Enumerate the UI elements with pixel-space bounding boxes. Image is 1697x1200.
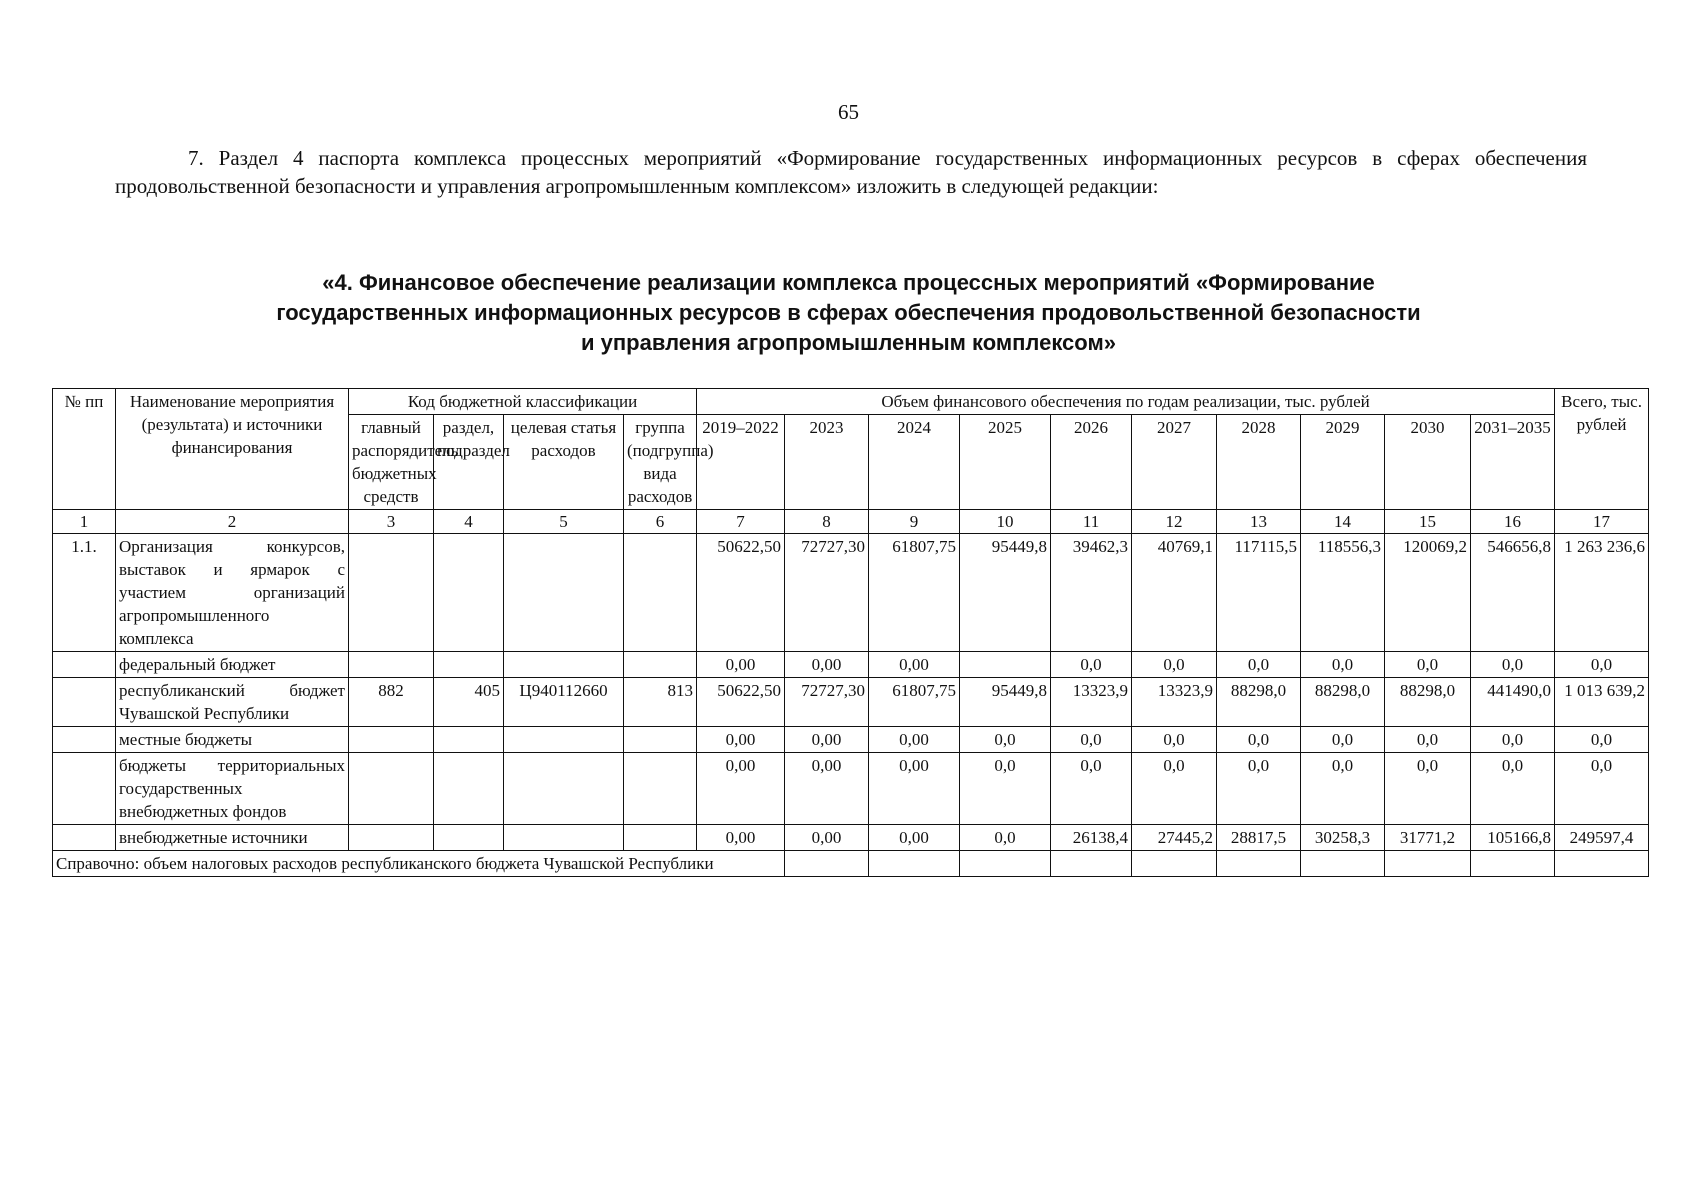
column-number-row xyxy=(53,510,1649,534)
value-cell: 0,0 xyxy=(1051,753,1132,825)
value-cell: 28817,5 xyxy=(1217,825,1301,851)
page-number: 65 xyxy=(838,100,859,124)
value-cell: 0,0 xyxy=(960,825,1051,851)
section-cell xyxy=(434,825,504,851)
header-year: 2028 xyxy=(1217,415,1301,510)
reference-cell xyxy=(1385,851,1471,877)
value-cell: 0,00 xyxy=(869,753,960,825)
value-cell: 88298,0 xyxy=(1301,678,1385,727)
value-cell: 95449,8 xyxy=(960,534,1051,652)
target-cell xyxy=(504,534,624,652)
reference-row xyxy=(53,851,1649,877)
reference-cell xyxy=(1051,851,1132,877)
header-year: 2030 xyxy=(1385,415,1471,510)
value-cell: 0,0 xyxy=(1471,652,1555,678)
row-number: 1.1. xyxy=(53,534,116,652)
column-number: 11 xyxy=(1051,510,1132,534)
group-cell: 813 xyxy=(624,678,697,727)
total-cell: 249597,4 xyxy=(1555,825,1649,851)
value-cell: 105166,8 xyxy=(1471,825,1555,851)
value-cell: 0,0 xyxy=(1301,652,1385,678)
value-cell: 120069,2 xyxy=(1385,534,1471,652)
value-cell: 0,0 xyxy=(1471,753,1555,825)
value-cell: 0,00 xyxy=(697,727,785,753)
column-number: 13 xyxy=(1217,510,1301,534)
value-cell: 0,00 xyxy=(785,753,869,825)
column-number: 12 xyxy=(1132,510,1217,534)
column-number: 9 xyxy=(869,510,960,534)
value-cell: 39462,3 xyxy=(1051,534,1132,652)
financing-table xyxy=(52,388,1649,877)
row-name: республиканский бюджет Чувашской Республики xyxy=(116,678,349,727)
value-cell: 0,0 xyxy=(1132,652,1217,678)
value-cell: 30258,3 xyxy=(1301,825,1385,851)
header-year: 2025 xyxy=(960,415,1051,510)
header-no: № пп xyxy=(53,389,116,510)
value-cell: 50622,50 xyxy=(697,534,785,652)
value-cell: 0,0 xyxy=(1217,652,1301,678)
total-cell: 0,0 xyxy=(1555,727,1649,753)
value-cell: 13323,9 xyxy=(1051,678,1132,727)
row-number xyxy=(53,652,116,678)
row-name: бюджеты территориальных государственных внебюджетных фондов xyxy=(116,753,349,825)
header-budget-code: Код бюджетной классификации xyxy=(349,389,697,415)
value-cell: 72727,30 xyxy=(785,534,869,652)
value-cell: 26138,4 xyxy=(1051,825,1132,851)
header-year: 2026 xyxy=(1051,415,1132,510)
value-cell: 0,00 xyxy=(697,753,785,825)
value-cell: 88298,0 xyxy=(1385,678,1471,727)
value-cell: 0,00 xyxy=(785,825,869,851)
value-cell: 0,00 xyxy=(869,727,960,753)
header-year: 2029 xyxy=(1301,415,1385,510)
target-cell xyxy=(504,727,624,753)
reference-cell xyxy=(785,851,869,877)
column-number: 14 xyxy=(1301,510,1385,534)
total-cell: 1 263 236,6 xyxy=(1555,534,1649,652)
value-cell: 118556,3 xyxy=(1301,534,1385,652)
header-year: 2031–2035 xyxy=(1471,415,1555,510)
target-cell xyxy=(504,652,624,678)
value-cell: 0,0 xyxy=(1385,652,1471,678)
value-cell: 72727,30 xyxy=(785,678,869,727)
column-number: 16 xyxy=(1471,510,1555,534)
group-cell xyxy=(624,534,697,652)
heading-line-2: государственных информационных ресурсов в сферах обеспечения продовольственной безопасности xyxy=(276,300,1421,325)
section-cell xyxy=(434,652,504,678)
value-cell: 50622,50 xyxy=(697,678,785,727)
reference-cell xyxy=(869,851,960,877)
value-cell: 88298,0 xyxy=(1217,678,1301,727)
value-cell: 95449,8 xyxy=(960,678,1051,727)
value-cell: 27445,2 xyxy=(1132,825,1217,851)
row-number xyxy=(53,753,116,825)
group-cell xyxy=(624,753,697,825)
value-cell: 0,0 xyxy=(1217,753,1301,825)
value-cell: 0,00 xyxy=(697,652,785,678)
section-heading xyxy=(160,268,1537,358)
value-cell: 441490,0 xyxy=(1471,678,1555,727)
group-cell xyxy=(624,727,697,753)
main-manager-cell xyxy=(349,652,434,678)
section-cell xyxy=(434,753,504,825)
main-manager-cell xyxy=(349,753,434,825)
value-cell: 0,00 xyxy=(785,727,869,753)
row-name: местные бюджеты xyxy=(116,727,349,753)
header-volume: Объем финансового обеспечения по годам реализации, тыс. рублей xyxy=(697,389,1555,415)
column-number: 5 xyxy=(504,510,624,534)
row-name: федеральный бюджет xyxy=(116,652,349,678)
column-number: 4 xyxy=(434,510,504,534)
value-cell: 0,0 xyxy=(1132,727,1217,753)
value-cell: 0,0 xyxy=(1051,727,1132,753)
section-cell: 405 xyxy=(434,678,504,727)
value-cell: 0,0 xyxy=(1217,727,1301,753)
value-cell: 0,0 xyxy=(960,753,1051,825)
reference-cell xyxy=(1301,851,1385,877)
main-manager-cell xyxy=(349,534,434,652)
target-cell: Ц940112660 xyxy=(504,678,624,727)
value-cell: 0,0 xyxy=(1471,727,1555,753)
reference-label: Справочно: объем налоговых расходов республиканского бюджета Чувашской Республики xyxy=(53,851,785,877)
table-row xyxy=(53,825,1649,851)
reference-cell xyxy=(1132,851,1217,877)
table-row xyxy=(53,678,1649,727)
value-cell: 0,0 xyxy=(1301,727,1385,753)
header-year: 2023 xyxy=(785,415,869,510)
value-cell: 40769,1 xyxy=(1132,534,1217,652)
row-number xyxy=(53,678,116,727)
main-manager-cell xyxy=(349,727,434,753)
header-target: целевая статья расходов xyxy=(504,415,624,510)
column-number: 6 xyxy=(624,510,697,534)
value-cell: 0,00 xyxy=(869,652,960,678)
header-year: 2019–2022 xyxy=(697,415,785,510)
value-cell: 0,0 xyxy=(1385,727,1471,753)
value-cell: 0,00 xyxy=(869,825,960,851)
row-number xyxy=(53,727,116,753)
value-cell: 0,00 xyxy=(697,825,785,851)
group-cell xyxy=(624,652,697,678)
total-cell: 0,0 xyxy=(1555,753,1649,825)
header-name: Наименование мероприятия (результата) и источники финансирования xyxy=(116,389,349,510)
target-cell xyxy=(504,825,624,851)
header-year: 2027 xyxy=(1132,415,1217,510)
column-number: 2 xyxy=(116,510,349,534)
column-number: 17 xyxy=(1555,510,1649,534)
column-number: 7 xyxy=(697,510,785,534)
header-year: 2024 xyxy=(869,415,960,510)
table-row xyxy=(53,727,1649,753)
reference-cell xyxy=(1471,851,1555,877)
header-group: группа (подгруппа) вида расходов xyxy=(624,415,697,510)
value-cell: 61807,75 xyxy=(869,678,960,727)
heading-line-1: «4. Финансовое обеспечение реализации комплекса процессных мероприятий «Формирование xyxy=(322,270,1375,295)
table-row xyxy=(53,534,1649,652)
value-cell: 546656,8 xyxy=(1471,534,1555,652)
value-cell: 117115,5 xyxy=(1217,534,1301,652)
column-number: 1 xyxy=(53,510,116,534)
column-number: 15 xyxy=(1385,510,1471,534)
section-cell xyxy=(434,727,504,753)
reference-cell xyxy=(1217,851,1301,877)
value-cell: 0,0 xyxy=(1051,652,1132,678)
header-main-manager: главный распорядитель бюджетных средств xyxy=(349,415,434,510)
total-cell: 0,0 xyxy=(1555,652,1649,678)
value-cell: 13323,9 xyxy=(1132,678,1217,727)
column-number: 10 xyxy=(960,510,1051,534)
row-name: внебюджетные источники xyxy=(116,825,349,851)
value-cell: 0,0 xyxy=(1385,753,1471,825)
value-cell: 31771,2 xyxy=(1385,825,1471,851)
value-cell: 61807,75 xyxy=(869,534,960,652)
main-manager-cell: 882 xyxy=(349,678,434,727)
value-cell xyxy=(960,652,1051,678)
header-row-1 xyxy=(53,389,1649,415)
section-cell xyxy=(434,534,504,652)
column-number: 8 xyxy=(785,510,869,534)
reference-cell xyxy=(1555,851,1649,877)
main-manager-cell xyxy=(349,825,434,851)
value-cell: 0,00 xyxy=(785,652,869,678)
header-section: раздел, подраздел xyxy=(434,415,504,510)
value-cell: 0,0 xyxy=(960,727,1051,753)
header-total: Всего, тыс. рублей xyxy=(1555,389,1649,510)
group-cell xyxy=(624,825,697,851)
heading-line-3: и управления агропромышленным комплексом» xyxy=(581,330,1116,355)
row-name: Организация конкурсов, выставок и ярмарок с участием организаций агропромышленного комплекса xyxy=(116,534,349,652)
column-number: 3 xyxy=(349,510,434,534)
row-number xyxy=(53,825,116,851)
reference-cell xyxy=(960,851,1051,877)
target-cell xyxy=(504,753,624,825)
value-cell: 0,0 xyxy=(1132,753,1217,825)
table-row xyxy=(53,753,1649,825)
table-row xyxy=(53,652,1649,678)
value-cell: 0,0 xyxy=(1301,753,1385,825)
total-cell: 1 013 639,2 xyxy=(1555,678,1649,727)
intro-paragraph: 7. Раздел 4 паспорта комплекса процессных мероприятий «Формирование государственных информационных ресурсов в сферах обеспечения продовольственной безопасности и управления агропромышленным комплексом» изложить в следующей редакции: xyxy=(115,146,1587,198)
